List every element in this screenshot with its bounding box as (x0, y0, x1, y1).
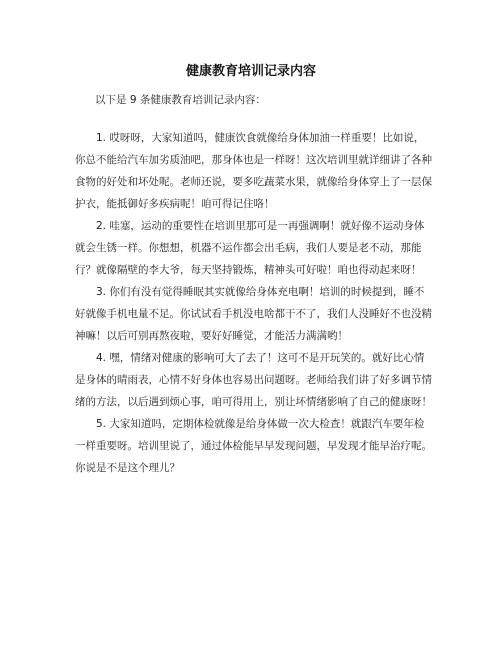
paragraph-4: 4. 嘿，情绪对健康的影响可大了去了！这可不是开玩笑的。就好比心情是身体的晴雨表，心情不好身体也容易出问题呀。老师给我们讲了好多调节情绪的方法，以后遇到烦心事，咱可得用上，别让坏情绪影响了自己的健康呀！ (75, 352, 432, 408)
document-intro: 以下是 9 条健康教育培训记录内容： (95, 94, 266, 106)
paragraph-1: 1. 哎呀呀，大家知道吗，健康饮食就像给身体加油一样重要！比如说，你总不能给汽车加劣质油吧，那身体也是一样呀！这次培训里就详细讲了各种食物的好处和坏处呢。老师还说，要多吃蔬菜水果，就像给身体穿上了一层保护衣，能抵御好多疾病呢！咱可得记住咯！ (75, 132, 432, 210)
paragraph-2: 2. 哇塞，运动的重要性在培训里那可是一再强调啊！就好像不运动身体就会生锈一样。你想想，机器不运作都会出毛病，我们人要是老不动，那能行？就像隔壁的李大爷，每天坚持锻炼，精神头可好啦！咱也得动起来呀！ (75, 220, 425, 276)
paragraph-5: 5. 大家知道吗，定期体检就像是给身体做一次大检查！就跟汽车要年检一样重要呀。培训里说了，通过体检能早早发现问题，早发现才能早治疗呢。你说是不是这个理儿？ (75, 418, 432, 474)
document-title: 健康教育培训记录内容 (185, 64, 316, 79)
paragraph-3: 3. 你们有没有觉得睡眠其实就像给身体充电啊！培训的时候提到，睡不好就像手机电量不足。你试试看手机没电啥都干不了，我们人没睡好不也没精神嘛！以后可别再熬夜啦，要好好睡觉，才能活力满满哟！ (75, 286, 432, 342)
